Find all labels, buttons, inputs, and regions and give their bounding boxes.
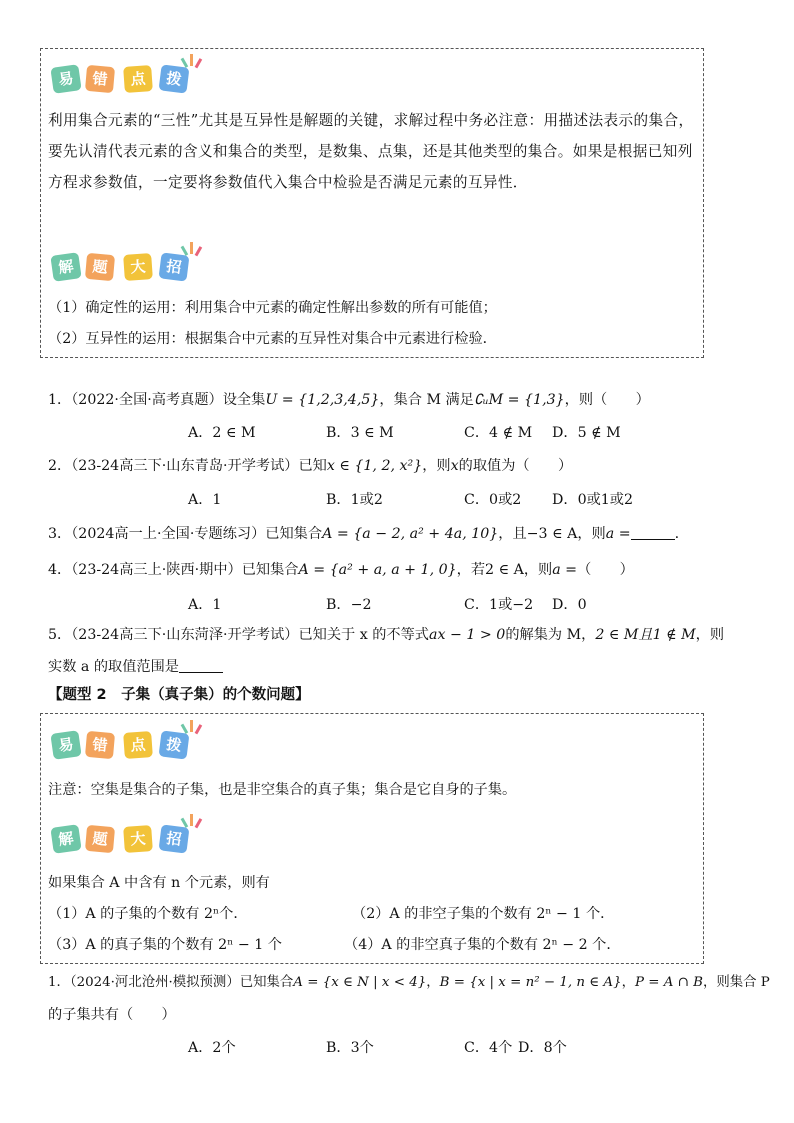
option-d[interactable]: D．8个 [518,1040,567,1056]
question-2 [48,455,572,475]
q4-math: A = {a² + a, a + 1, 0} [298,562,457,578]
option-a[interactable]: A．1 [188,492,222,508]
q5-line2: 实数 a 的取值范围是 [48,659,179,675]
q5-line1-a: 5．（23-24高三下·山东菏泽·开学考试）已知关于 x 的不等式 [48,627,429,643]
q1-mid: ，集合 M 满足 [379,392,474,408]
question-6-line-2: 的子集共有（ ） [48,1007,176,1023]
q5-inequality: ax − 1 > 0 [429,627,506,643]
q3-mid: ，且−3 ∈ A，则 [498,526,606,542]
q3-math: A = {a − 2, a² + 4a, 10} [322,526,499,542]
q2-math: x ∈ {1, 2, x²} [326,458,423,474]
badge-tile: 题 [85,253,115,281]
badge-tile: 拨 [159,64,190,93]
q3-text: 3．（2024高一上·全国·专题练习）已知集合 [48,526,323,542]
q6-set-b: B = {x | x = n² − 1, n ∈ A} [439,975,622,990]
option-b[interactable]: B．3 ∈ M [326,425,394,441]
answer-blank[interactable] [631,538,675,540]
option-d[interactable]: D．0 [552,597,587,613]
jieti-badge [48,238,218,282]
option-b[interactable]: B．1或2 [326,492,383,508]
sparkle-icon [180,716,206,736]
answer-blank[interactable] [179,671,223,673]
yicuo-badge [48,50,218,94]
option-a[interactable]: A．1 [188,597,222,613]
option-c[interactable]: C．0或2 [464,492,522,508]
method-line-1: （1）确定性的运用：利用集合中元素的确定性解出参数的所有可能值； [48,300,497,316]
option-a[interactable]: A．2 ∈ M [188,425,256,441]
rule-3: （3）A 的真子集的个数有 2ⁿ − 1 个 [48,937,282,953]
q5-line1-b: 的解集为 M， [505,627,596,643]
sparkle-icon [180,238,206,258]
q3-var: a = [605,526,631,542]
option-c[interactable]: C．1或−2 [464,597,534,613]
q4-suffix: （ ） [577,562,634,578]
section-heading: 【题型 2 子集（真子集）的个数问题】 [48,687,310,703]
tip-paragraph: 利用集合元素的“三性”尤其是互异性是解题的关键，求解过程中务必注意：用描述法表示的集合，要先认清代表元素的含义和集合的类型，是数集、点集，还是其他类型的集合。如果是根据已知列方程求参数值，一定要将参数值代入集合中检验是否满足元素的互异性． [48,112,694,191]
question-5 [48,624,724,644]
question-6: 1．（2024·河北沧州·模拟预测）已知集合A = {x ∈ N | x < 4}，B = {x | x = n² − 1, n ∈ A}，P = A ∩ B，则集合 P [48,975,770,990]
q4-text: 4．（23-24高三上·陕西·期中）已知集合 [48,562,299,578]
badge-tile: 易 [50,64,81,94]
rule-2: （2）A 的非空子集的个数有 2ⁿ − 1 个． [352,906,615,922]
q1-prefix: 1．（2022·全国·高考真题）设全集 [48,392,266,408]
q4-var: a = [552,562,578,578]
q2-suffix2: 的取值为（ ） [458,458,573,474]
question-5-line-2 [48,656,223,676]
option-b[interactable]: B．3个 [326,1040,374,1056]
option-d[interactable]: D．0或1或2 [552,492,634,508]
sparkle-icon [180,810,206,830]
option-c[interactable]: C．4 ∉ M [464,425,533,441]
badge-tile: 错 [85,731,115,759]
badge-tile: 解 [50,824,81,854]
badge-tile: 错 [85,65,115,93]
badge-tile: 招 [159,824,190,853]
question-4 [48,559,634,579]
sparkle-icon [180,50,206,70]
option-d[interactable]: D．5 ∉ M [552,425,621,441]
q1-complement: ∁ᵤM = {1,3} [473,392,565,408]
q4-mid: ，若2 ∈ A，则 [456,562,553,578]
badge-tile: 点 [123,731,153,759]
q1-suffix: ，则（ ） [564,392,650,408]
rule-4: （4）A 的非空真子集的个数有 2ⁿ − 2 个． [344,937,621,953]
question-1 [48,389,650,409]
q6-set-a: A = {x ∈ N | x < 4} [293,975,427,990]
badge-tile: 拨 [159,730,190,759]
badge-tile: 大 [123,253,153,281]
q2-text: 2．（23-24高三下·山东青岛·开学考试）已知 [48,458,327,474]
badge-tile: 招 [159,252,190,281]
rule-1: （1）A 的子集的个数有 2ⁿ个． [48,906,248,922]
q5-line1-d: ，则 [695,627,725,643]
option-b[interactable]: B．−2 [326,597,372,613]
badge-tile: 解 [50,252,81,282]
badge-tile: 题 [85,825,115,853]
option-a[interactable]: A．2个 [188,1040,236,1056]
q2-var: x [450,458,459,474]
q3-suffix: . [674,526,680,542]
q6-text: 1．（2024·河北沧州·模拟预测）已知集合 [48,975,294,990]
badge-tile: 易 [50,730,81,760]
q2-suffix: ，则 [422,458,451,474]
badge-tile: 点 [123,65,153,93]
intro-line: 如果集合 A 中含有 n 个元素，则有 [48,875,270,891]
question-3 [48,523,679,543]
q5-condition: 2 ∈ M且1 ∉ M [595,627,696,643]
yicuo-badge [48,716,218,760]
badge-tile: 大 [123,825,153,853]
q6-suffix: ，则集合 P [702,975,770,990]
tip-paragraph-2: 注意：空集是集合的子集，也是非空集合的真子集；集合是它自身的子集。 [48,782,517,798]
q1-set-u: U = {1,2,3,4,5} [265,392,380,408]
option-c[interactable]: C．4个 [464,1040,513,1056]
q6-set-p: P = A ∩ B [634,975,703,990]
jieti-badge [48,810,218,854]
method-line-2: （2）互异性的运用：根据集合中元素的互异性对集合中元素进行检验． [48,331,497,347]
